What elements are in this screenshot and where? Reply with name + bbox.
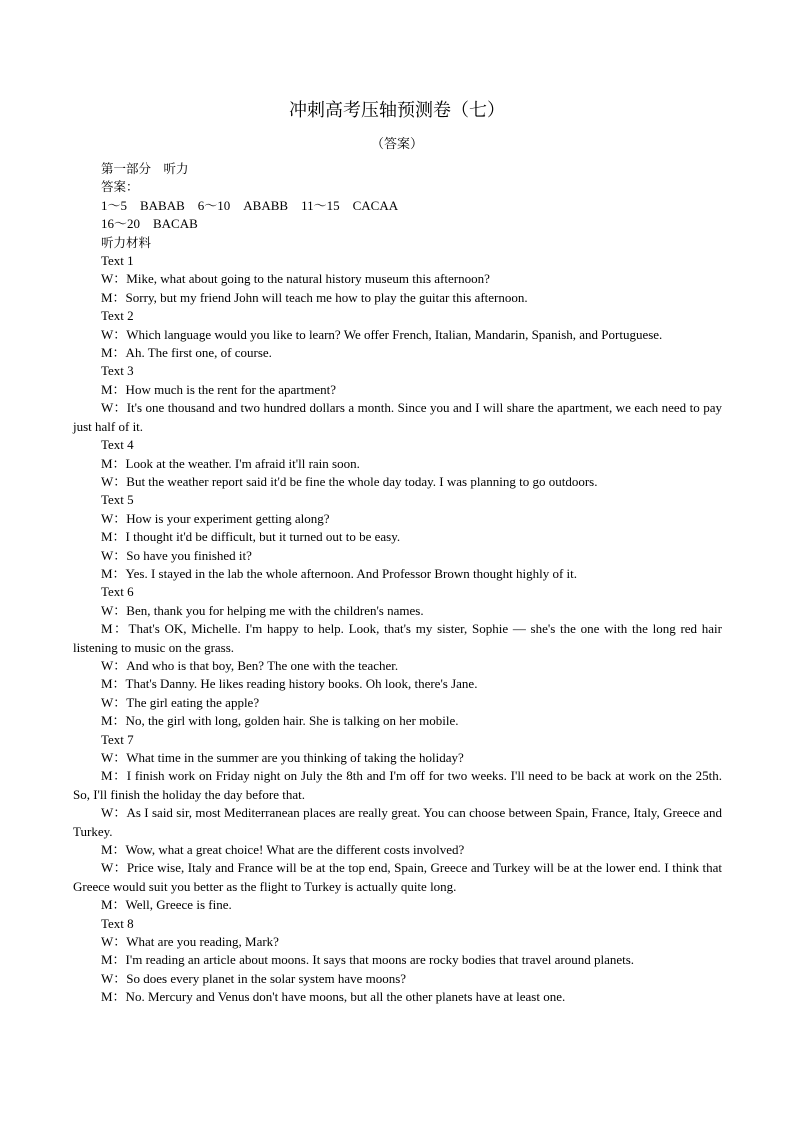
dialogue-line: W：So have you finished it? (101, 547, 252, 563)
dialogue-line: W：So does every planet in the solar system have moons? (101, 970, 407, 986)
text-label: Text 1 (101, 253, 134, 269)
text-label: Text 5 (101, 492, 134, 508)
dialogue-line: M：No. Mercury and Venus don't have moons, but all the other planets have at least one. (101, 989, 566, 1005)
dialogue-line: W：As I said sir, most Mediterranean places are really great. You can choose between Spain, France, Italy, Greece and Turkey. (73, 805, 722, 839)
dialogue-line: W：What are you reading, Mark? (101, 934, 279, 950)
dialogue-line: M：Ah. The first one, of course. (101, 345, 272, 361)
listening-texts (73, 252, 722, 1007)
dialogue-line: M：Wow, what a great choice! What are the different costs involved? (101, 842, 465, 858)
dialogue-line: M：Sorry, but my friend John will teach me how to play the guitar this afternoon. (101, 289, 528, 305)
document-body (73, 160, 722, 1007)
dialogue-line: M：That's Danny. He likes reading history books. Oh look, there's Jane. (101, 676, 478, 692)
dialogue-line: W：Price wise, Italy and France will be at the top end, Spain, Greece and Turkey will be at the lower end. I think that Greece would suit you better as the flight to Turkey is actually quite long. (73, 860, 722, 894)
dialogue-line: W：Mike, what about going to the natural history museum this afternoon? (101, 271, 490, 287)
text-label: Text 6 (101, 584, 134, 600)
dialogue-line: M：How much is the rent for the apartment? (101, 381, 337, 397)
answer-label: 答案： (101, 179, 139, 195)
dialogue-line: W：What time in the summer are you thinking of taking the holiday? (101, 750, 464, 765)
dialogue-line: M：Well, Greece is fine. (101, 897, 232, 913)
dialogue-line: M：That's OK, Michelle. I'm happy to help. Look, that's my sister, Sophie — she's the one with the long red hair listening to music on the grass. (73, 621, 722, 655)
dialogue-line: M：No, the girl with long, golden hair. She is talking on her mobile. (101, 713, 459, 729)
text-label: Text 4 (101, 437, 134, 453)
dialogue-line: W：How is your experiment getting along? (101, 510, 330, 526)
dialogue-line: W：Which language would you like to learn? We offer French, Italian, Mandarin, Spanish, and Portuguese. (101, 326, 663, 342)
material-label: 听力材料 (101, 234, 152, 250)
dialogue-line: W：The girl eating the apple? (101, 694, 260, 710)
page-subtitle: （答案） (370, 137, 423, 152)
dialogue-line: M：Yes. I stayed in the lab the whole afternoon. And Professor Brown thought highly of it. (101, 565, 578, 581)
dialogue-line: M：Look at the weather. I'm afraid it'll rain soon. (101, 455, 360, 471)
section-heading: 第一部分 听力 (101, 161, 189, 176)
text-label: Text 3 (101, 363, 134, 379)
dialogue-line: M：I finish work on Friday night on July the 8th and I'm off for two weeks. I'll need to be back at work on the 25th. So, I'll finish the holiday the day before that. (73, 768, 722, 802)
answers-line: 16～20 BACAB (101, 216, 198, 232)
dialogue-line: M：I thought it'd be difficult, but it turned out to be easy. (101, 529, 401, 545)
dialogue-line: W：Ben, thank you for helping me with the children's names. (101, 602, 424, 618)
answers-line: 1～5 BABAB 6～10 ABABB 11～15 CACAA (101, 197, 399, 213)
text-label: Text 8 (101, 915, 134, 931)
page-title: 冲刺高考压轴预测卷（七） (289, 100, 505, 121)
text-label: Text 7 (101, 731, 134, 747)
text-label: Text 2 (101, 308, 134, 324)
dialogue-line: W：It's one thousand and two hundred dollars a month. Since you and I will share the apartment, we each need to pay just half of it. (73, 400, 722, 434)
dialogue-line: M：I'm reading an article about moons. It says that moons are rocky bodies that travel around planets. (101, 952, 635, 968)
dialogue-line: W：But the weather report said it'd be fine the whole day today. I was planning to go outdoors. (101, 473, 598, 489)
dialogue-line: W：And who is that boy, Ben? The one with the teacher. (101, 657, 399, 673)
